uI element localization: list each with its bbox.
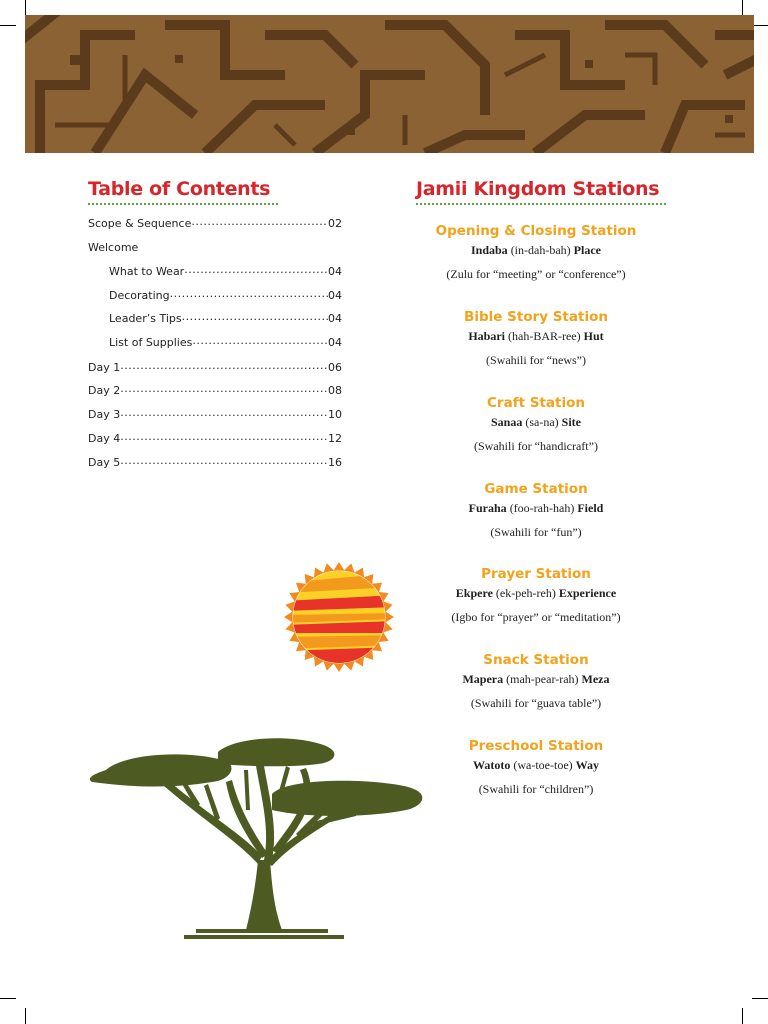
station-pronunciation: (wa-toe-toe): [513, 758, 573, 772]
station-word: Habari: [468, 329, 505, 343]
station-entry: [418, 737, 654, 798]
toc-entry: [88, 214, 342, 230]
station-entry: [418, 480, 654, 541]
station-title: Opening & Closing Station: [435, 223, 637, 239]
station-suffix: Site: [561, 415, 581, 429]
toc-title-underline: [88, 203, 278, 205]
toc-entry-label: Day 5: [88, 456, 121, 469]
crop-mark: [25, 1008, 26, 1024]
toc-leader-dots: [120, 429, 328, 445]
toc-entry-label: Scope & Sequence: [88, 217, 192, 230]
toc-entry-page: 02: [328, 217, 342, 230]
toc-entry-label: Day 4: [88, 432, 121, 445]
crop-mark: [742, 1008, 743, 1024]
acacia-tree-illustration: [86, 730, 432, 945]
station-word: Sanaa: [490, 415, 523, 429]
toc-leader-dots: [120, 381, 328, 397]
toc-entry-label: Decorating: [109, 289, 170, 302]
station-word: Furaha: [468, 501, 507, 515]
station-pronunciation: (foo-rah-hah): [509, 501, 575, 515]
station-name: [418, 241, 654, 259]
station-suffix: Hut: [583, 329, 604, 343]
station-word: Mapera: [462, 672, 504, 686]
crop-mark: [742, 0, 743, 16]
toc-entry-page: 16: [328, 456, 342, 469]
station-title: Snack Station: [483, 652, 589, 668]
toc-entry: [109, 309, 342, 325]
station-entry: [418, 222, 654, 283]
station-title: Craft Station: [487, 395, 585, 411]
station-entry: [418, 651, 654, 712]
station-name: [418, 756, 654, 774]
toc-entry-page: 06: [328, 361, 342, 374]
stations-title-underline: [416, 203, 666, 205]
station-entry: [418, 394, 654, 455]
station-suffix: Place: [573, 243, 601, 257]
toc-entry-label: Day 1: [88, 361, 121, 374]
toc-leader-dots: [120, 453, 328, 469]
toc-title: Table of Contents: [88, 178, 271, 200]
crop-mark: [752, 998, 768, 999]
station-translation: (Swahili for “guava table”): [470, 696, 602, 710]
station-translation: (Igbo for “prayer” or “meditation”): [451, 610, 621, 624]
toc-entry: [109, 333, 342, 349]
toc-leader-dots: [191, 214, 328, 230]
station-translation: (Swahili for “children”): [478, 782, 594, 796]
crop-mark: [0, 998, 16, 999]
toc-entry-page: 04: [328, 336, 342, 349]
toc-entry: [88, 358, 342, 374]
station-entry: [418, 308, 654, 369]
station-title: Prayer Station: [481, 566, 591, 582]
toc-entry: [109, 262, 342, 278]
station-name: [418, 584, 654, 602]
station-translation: (Swahili for “handicraft”): [474, 439, 598, 453]
station-translation: (Swahili for “news”): [486, 353, 586, 367]
toc-entry-page: 08: [328, 384, 342, 397]
station-word: Indaba: [470, 243, 508, 257]
station-translation: (Zulu for “meeting” or “conference”): [446, 267, 626, 281]
toc-leader-dots: [170, 286, 328, 302]
toc-leader-dots: [182, 309, 328, 325]
station-word: Ekpere: [455, 586, 493, 600]
toc-leader-dots: [192, 333, 328, 349]
station-suffix: Field: [577, 501, 604, 515]
station-word: Watoto: [473, 758, 511, 772]
toc-leader-dots: [120, 405, 328, 421]
station-name: [418, 499, 654, 517]
stations-title: Jamii Kingdom Stations: [416, 178, 660, 200]
toc-entry: [109, 286, 342, 302]
crop-mark: [25, 0, 26, 16]
toc-entry-page: 04: [328, 289, 342, 302]
toc-entry-page: 12: [328, 432, 342, 445]
toc-entry: [88, 381, 342, 397]
toc-leader-dots: [120, 358, 328, 374]
toc-entry-label: Leader’s Tips: [109, 312, 182, 325]
sun-illustration: [283, 561, 395, 673]
station-pronunciation: (ek-peh-reh): [495, 586, 556, 600]
station-suffix: Meza: [581, 672, 610, 686]
toc-entry-label: What to Wear: [109, 265, 185, 278]
station-title: Game Station: [484, 481, 588, 497]
station-suffix: Experience: [558, 586, 617, 600]
toc-entry-label: Day 3: [88, 408, 121, 421]
toc-entry-page: 04: [328, 312, 342, 325]
toc-entry: [88, 405, 342, 421]
station-name: [418, 670, 654, 688]
toc-entry-label: Day 2: [88, 384, 121, 397]
station-entry: [418, 565, 654, 626]
station-name: [418, 413, 654, 431]
station-name: [418, 327, 654, 345]
station-suffix: Way: [575, 758, 599, 772]
toc-entry-label: Welcome: [88, 241, 139, 254]
crop-mark: [752, 25, 768, 26]
crop-mark: [0, 25, 16, 26]
station-pronunciation: (sa-na): [525, 415, 559, 429]
toc-entry: [88, 453, 342, 469]
station-title: Preschool Station: [468, 738, 604, 754]
mudcloth-banner: [25, 15, 754, 153]
toc-entry-page: 04: [328, 265, 342, 278]
toc-entry: [88, 238, 342, 254]
toc-entry-label: List of Supplies: [109, 336, 193, 349]
station-pronunciation: (in-dah-bah): [510, 243, 571, 257]
toc-entry: [88, 429, 342, 445]
toc-leader-dots: [184, 262, 328, 278]
station-pronunciation: (hah-BAR-ree): [508, 329, 581, 343]
station-title: Bible Story Station: [464, 309, 608, 325]
station-translation: (Swahili for “fun”): [490, 525, 582, 539]
toc-entry-page: 10: [328, 408, 342, 421]
station-pronunciation: (mah-pear-rah): [506, 672, 579, 686]
